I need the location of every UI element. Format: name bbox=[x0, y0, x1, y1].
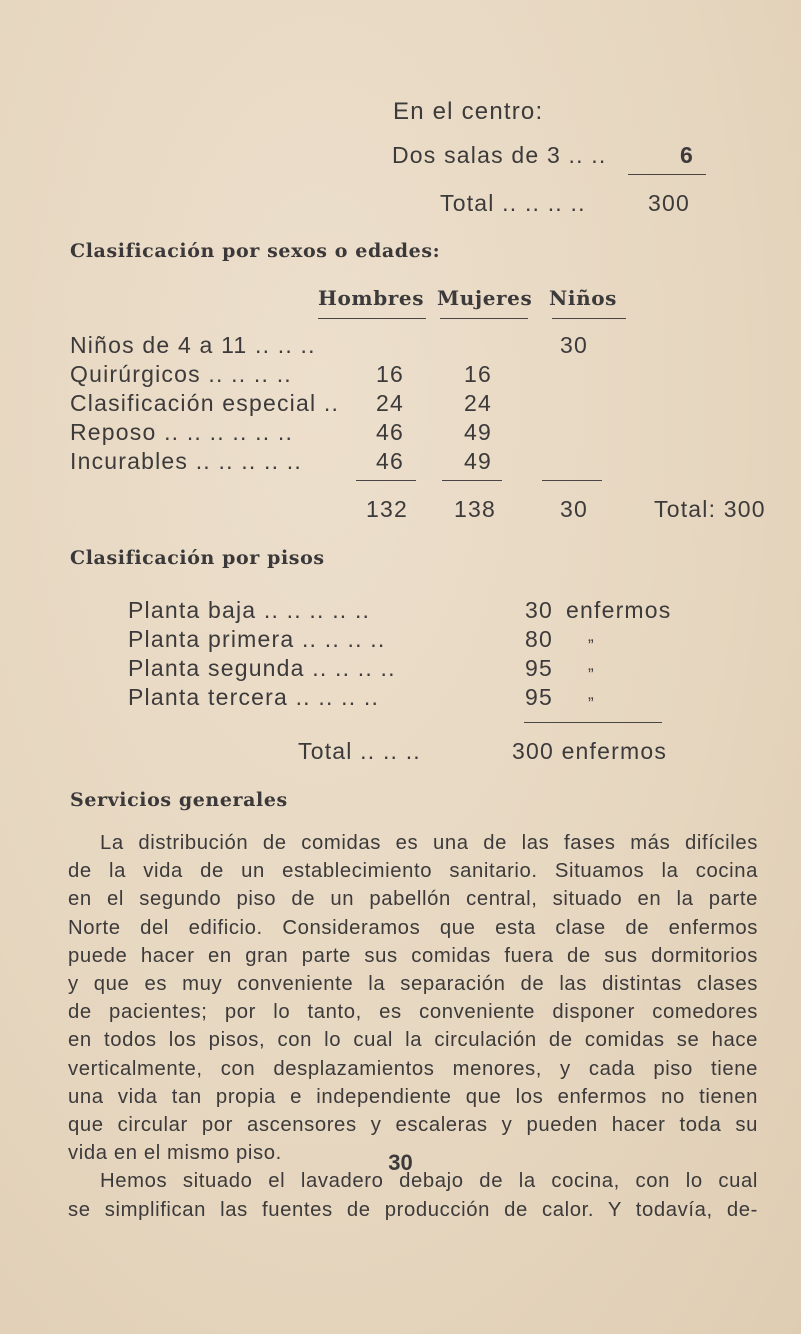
cell-hombres: 16 bbox=[376, 361, 404, 387]
text-line: se simplifican las fuentes de producción de calor. Y todavía, de- bbox=[68, 1198, 758, 1221]
piso-value: 95 bbox=[525, 684, 553, 710]
total-rule bbox=[628, 174, 706, 175]
centro-total-label: Total .. .. .. .. bbox=[440, 190, 586, 216]
cell-mujeres: 16 bbox=[464, 361, 492, 387]
piso-unit: „ bbox=[588, 684, 595, 703]
cell-hombres: 24 bbox=[376, 390, 404, 416]
text-line: La distribución de comidas es una de las fases más difíciles bbox=[100, 832, 758, 854]
text-line: en el segundo piso de un pabellón central, situado en la parte bbox=[68, 888, 758, 911]
text-line: de la vida de un establecimiento sanitario. Situamos la cocina bbox=[68, 860, 758, 883]
pisos-rule bbox=[524, 722, 662, 723]
cell-mujeres: 49 bbox=[464, 419, 492, 445]
cell-hombres: 46 bbox=[376, 419, 404, 445]
piso-unit: enfermos bbox=[566, 597, 672, 623]
text-line: y que es muy conveniente la separación de las distintas clases bbox=[68, 973, 758, 996]
piso-value: 95 bbox=[525, 655, 553, 681]
row-label: Incurables .. .. .. .. .. bbox=[70, 448, 302, 474]
cell-mujeres: 49 bbox=[464, 448, 492, 474]
centro-total-value: 300 bbox=[648, 190, 690, 216]
text-line: en todos los pisos, con lo cual la circulación de comidas se hace bbox=[68, 1029, 758, 1052]
piso-label: Planta segunda .. .. .. .. bbox=[128, 655, 396, 681]
text-line: puede hacer en gran parte sus comidas fuera de sus dormitorios bbox=[68, 944, 758, 967]
row-label: Reposo .. .. .. .. .. .. bbox=[70, 419, 294, 445]
cell-mujeres: 24 bbox=[464, 390, 492, 416]
col-ninos: Niños bbox=[549, 286, 618, 310]
row-label: Clasificación especial .. bbox=[70, 390, 340, 416]
piso-label: Planta tercera .. .. .. .. bbox=[128, 684, 380, 710]
sum-rule bbox=[442, 480, 502, 481]
hdr-rule bbox=[318, 318, 426, 319]
cell-hombres: 46 bbox=[376, 448, 404, 474]
text-line: que circular por ascensores y escaleras y pueden hacer toda su bbox=[68, 1114, 758, 1137]
cell-ninos: 30 bbox=[560, 332, 588, 358]
centro-heading: En el centro: bbox=[393, 98, 544, 125]
salas-value: 6 bbox=[680, 142, 694, 168]
piso-unit: „ bbox=[588, 626, 595, 645]
total-hombres: 132 bbox=[366, 496, 408, 522]
col-hombres: Hombres bbox=[318, 286, 425, 310]
text-line: una vida tan propia e independiente que los enfermos no tienen bbox=[68, 1085, 758, 1108]
text-line: Hemos situado el lavadero debajo de la cocina, con lo cual bbox=[100, 1170, 758, 1193]
text-line: Norte del edificio. Consideramos que esta clase de enfermos bbox=[68, 916, 758, 939]
text-line: de pacientes; por lo tanto, es conveniente disponer comedores bbox=[68, 1001, 758, 1024]
row-label: Quirúrgicos .. .. .. .. bbox=[70, 361, 292, 387]
sum-rule bbox=[542, 480, 602, 481]
page-number: 30 bbox=[388, 1150, 413, 1175]
salas-label: Dos salas de 3 .. .. bbox=[392, 142, 607, 168]
total-ninos: 30 bbox=[560, 496, 588, 522]
pisos-title: Clasificación por pisos bbox=[70, 547, 325, 569]
servicios-title: Servicios generales bbox=[70, 789, 288, 811]
col-mujeres: Mujeres bbox=[437, 286, 533, 310]
text-line: vida en el mismo piso. bbox=[68, 1142, 282, 1165]
sum-rule bbox=[356, 480, 416, 481]
row-label: Niños de 4 a 11 .. .. .. bbox=[70, 332, 316, 358]
total-mujeres: 138 bbox=[454, 496, 496, 522]
text-line: verticalmente, con desplazamientos menores, y cada piso tiene bbox=[68, 1057, 758, 1080]
piso-value: 80 bbox=[525, 626, 553, 652]
piso-label: Planta baja .. .. .. .. .. bbox=[128, 597, 371, 623]
sexos-title: Clasificación por sexos o edades: bbox=[70, 240, 441, 262]
pisos-total-value: 300 enfermos bbox=[512, 738, 668, 764]
hdr-rule bbox=[552, 318, 626, 319]
total-grand: Total: 300 bbox=[654, 496, 766, 522]
piso-label: Planta primera .. .. .. .. bbox=[128, 626, 386, 652]
piso-unit: „ bbox=[588, 655, 595, 674]
hdr-rule bbox=[440, 318, 528, 319]
piso-value: 30 bbox=[525, 597, 553, 623]
pisos-total-label: Total .. .. .. bbox=[298, 738, 421, 764]
